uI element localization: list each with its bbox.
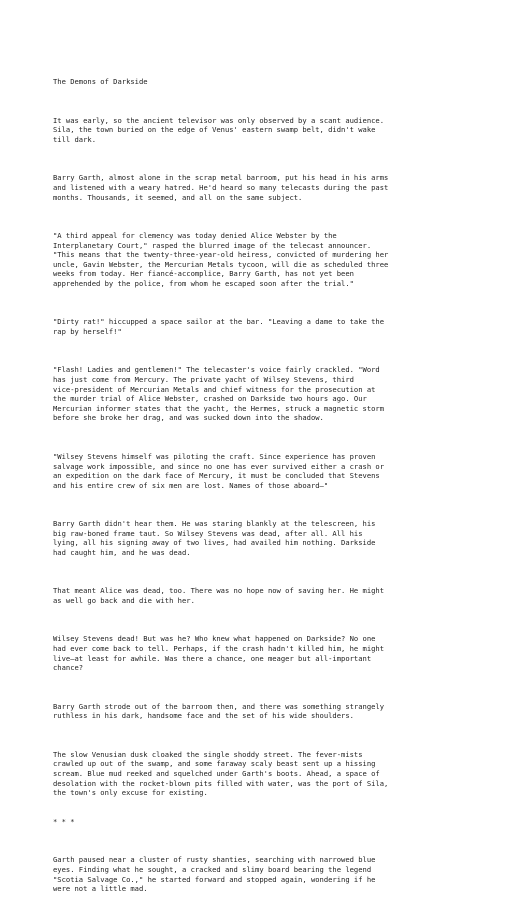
paragraph: Barry Garth, almost alone in the scrap metal barroom, put his head in his arms and listened with a weary hatred. He'd heard so many telecasts during the past months. Thousands, it seemed, and all on the same subject. <box>53 173 389 202</box>
paragraph: The slow Venusian dusk cloaked the single shoddy street. The fever-mists crawled up out of the swamp, and some faraway scaly beast sent up a hissing scream. Blue mud reeked and squelched under Garth's boots. Ahead, a space of desolation with the rocket-blown pits filled with water, was the port of Sila, the town's only excuse for existing. <box>53 749 389 798</box>
paragraph: "A third appeal for clemency was today denied Alice Webster by the Interplanetary Court," rasped the blurred image of the telecast announcer. "This means that the twenty-three-year-old heiress, convicted of murdering her uncle, Gavin Webster, the Mercurian Metals tycoon, will die as scheduled three weeks from today. Her fiancé-accomplice, Barry Garth, has not yet been apprehended by the police, from whom he escaped soon after the trial." <box>53 230 389 288</box>
paragraph: Wilsey Stevens dead! But was he? Who knew what happened on Darkside? No one had ever come back to tell. Perhaps, if the crash hadn't killed him, he might live—at least for awhile. Was there a chance, one meager but all-important chance? <box>53 634 385 673</box>
paragraph: It was early, so the ancient televisor was only observed by a scant audience. Sila, the town buried on the edge of Venus' eastern swamp belt, didn't wake till dark. <box>53 115 385 144</box>
paragraph: Barry Garth strode out of the barroom then, and there was something strangely ruthless in his dark, handsome face and the set of his wide shoulders. <box>53 701 385 721</box>
document-body <box>53 58 493 923</box>
paragraph: Garth paused near a cluster of rusty shanties, searching with narrowed blue eyes. Finding what he sought, a cracked and slimy board bearing the legend "Scotia Salvage Co.," he started forward and stopped again, wondering if he were not a little mad. <box>53 855 376 894</box>
paragraph: "Dirty rat!" hiccupped a space sailor at the bar. "Leaving a dame to take the rap by herself!" <box>53 317 385 336</box>
section-separator: * * * <box>53 816 75 826</box>
document-title: The Demons of Darkside <box>53 77 148 87</box>
paragraph: "Flash! Ladies and gentlemen!" The telecaster's voice fairly crackled. "Word has just come from Mercury. The private yacht of Wilsey Stevens, third vice-president of Mercurian Metals and chief witness for the prosecution at the murder trial of Alice Webster, crashed on Darkside two hours ago. Our Mercurian informer states that the yacht, the Hermes, struck a magnetic storm before she broke her drag, and was sucked down into the shadow. <box>53 365 385 423</box>
paragraph: "Wilsey Stevens himself was piloting the craft. Since experience has proven salvage work impossible, and since no one has ever survived either a crash or an expedition on the dark face of Mercury, it must be concluded that Stevens and his entire crew of six men are lost. Names of those aboard—" <box>53 451 385 490</box>
paragraph: Barry Garth didn't hear them. He was staring blankly at the telescreen, his big raw-boned frame taut. So Wilsey Stevens was dead, after all. All his lying, all his signing away of two lives, had availed him nothing. Darkside had caught him, and he was dead. <box>53 519 376 557</box>
paragraph: That meant Alice was dead, too. There was no hope now of saving her. He might as well go back and die with her. <box>53 586 385 605</box>
